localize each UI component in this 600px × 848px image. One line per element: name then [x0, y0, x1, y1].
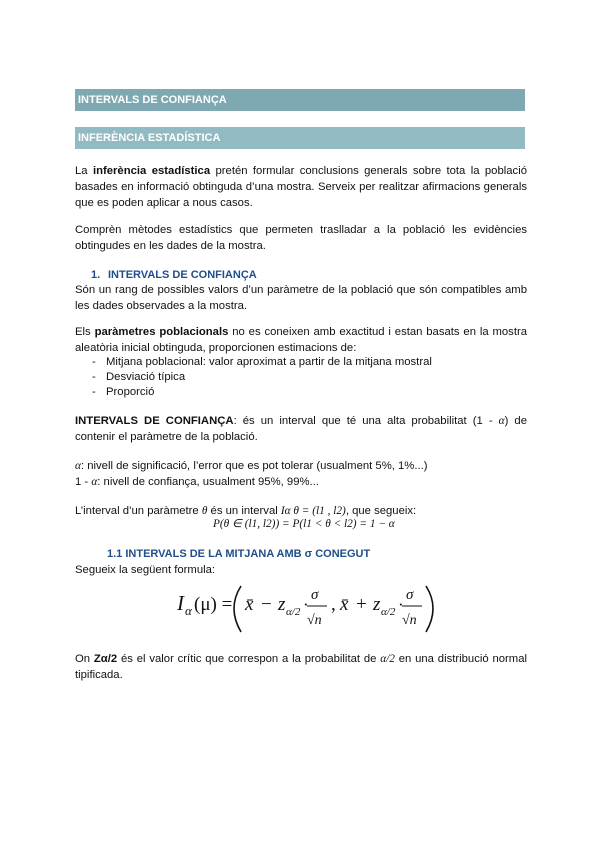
formula-lhs: I: [177, 591, 184, 615]
formula-z: z: [373, 594, 381, 615]
theta-symbol: θ: [201, 505, 208, 517]
intro-paragraph: [75, 163, 527, 211]
confidence-text: : nivell de confiança, usualment 95%, 99%...: [97, 476, 319, 488]
params-term: paràmetres poblacionals: [94, 326, 229, 338]
left-paren: [234, 586, 241, 632]
list-item: - Desviació típica: [75, 370, 432, 385]
formula-sqrt-n: √n: [402, 613, 417, 628]
interval-post: , que segueix:: [345, 505, 417, 517]
alpha-symbol: α: [91, 476, 98, 488]
header-bar-intervals: INTERVALS DE CONFIANÇA: [75, 89, 525, 111]
section-1-title: INTERVALS DE CONFIANÇA: [108, 269, 257, 281]
definition-paragraph: [75, 413, 527, 445]
formula-z-sub: α/2: [381, 606, 396, 618]
formula-lhs-sub: α: [185, 603, 192, 618]
final-mid: és el valor crític que correspon a la probabilitat de: [117, 653, 381, 665]
interval-pre: L’interval d’un paràmetre: [75, 505, 202, 517]
formula-z: z: [278, 594, 286, 615]
definition-text-2: ) de contenir el paràmetre de la població.: [75, 415, 527, 443]
formula-xbar: x̄: [245, 594, 254, 615]
right-paren: [426, 586, 433, 632]
formula-sigma: σ: [406, 587, 414, 603]
definition-term: INTERVALS DE CONFIANÇA: [75, 415, 234, 427]
params-post: no es coneixen amb exactitud i estan basats en la mostra aleatòria inicial obtinguda, proporcionen estimacions de:: [75, 326, 528, 354]
list-item: - Proporció: [75, 385, 432, 400]
param-list: [75, 355, 432, 400]
section-1-text: Són un rang de possibles valors d’un paràmetre de la població que són compatibles amb les dades observades a la mostra.: [75, 284, 527, 312]
formula-plus: +: [356, 594, 367, 615]
formula-sqrt-n: √n: [307, 613, 322, 628]
confidence-line: [75, 474, 527, 490]
alpha-text: : nivell de significació, l’error que es pot tolerar (usualment 5%, 1%...): [80, 460, 428, 472]
intro-post: pretén formular conclusions generals sobre tota la població basades en informació obtinguda d’una mostra. Serveix per realitzar afirmacions generals que es poden aplicar a nous casos.: [75, 165, 527, 209]
section-1-1-heading: 1.1 INTERVALS DE LA MITJANA AMB σ CONEGUT: [107, 548, 371, 560]
formula-xbar: x̄: [340, 594, 349, 615]
formula-sigma: σ: [311, 587, 319, 603]
header-bar-inferencia: INFERÈNCIA ESTADÍSTICA: [75, 127, 525, 149]
final-post: en una distribució normal tipificada.: [75, 653, 527, 681]
alpha-half-symbol: α/2: [380, 653, 395, 665]
confidence-interval-formula: [165, 580, 440, 638]
list-item: - Mitjana poblacional: valor aproximat a partir de la mitjana mostral: [75, 355, 432, 370]
alpha-symbol: α: [498, 415, 505, 427]
alpha-line: [75, 458, 527, 474]
params-pre: Els: [75, 326, 95, 338]
formula-dot: ·: [398, 595, 404, 614]
probability-formula: P(θ ∈ (l1, l2)) = P(l1 < θ < l2) = 1 − α: [213, 518, 395, 530]
section-1-heading: [91, 268, 257, 282]
intro-term: inferència estadística: [92, 165, 211, 177]
formula-minus: −: [261, 594, 272, 615]
formula-comma: ,: [331, 594, 336, 615]
section-1-number: 1.: [91, 269, 101, 281]
interval-mid: és un interval: [207, 505, 281, 517]
confidence-pre: 1 -: [75, 476, 92, 488]
formula-intro: Segueix la següent formula:: [75, 564, 216, 576]
formula-lhs-arg: (μ) =: [194, 594, 233, 615]
alpha-symbol: α: [75, 460, 81, 472]
intro-pre: La: [75, 165, 93, 177]
final-pre: On: [75, 653, 94, 665]
interval-expression: Iα θ = (l1 , l2): [280, 505, 346, 517]
definition-text: : és un interval que té una alta probabilitat (1 -: [233, 415, 499, 427]
final-paragraph: [75, 651, 527, 683]
formula-dot: ·: [303, 595, 309, 614]
final-term: Zα/2: [93, 653, 118, 665]
formula-z-sub: α/2: [286, 606, 301, 618]
methods-paragraph: Comprèn mètodes estadístics que permeten traslladar a la població les evidències obtingudes en les dades de la mostra.: [75, 224, 527, 252]
params-paragraph: [75, 324, 527, 356]
